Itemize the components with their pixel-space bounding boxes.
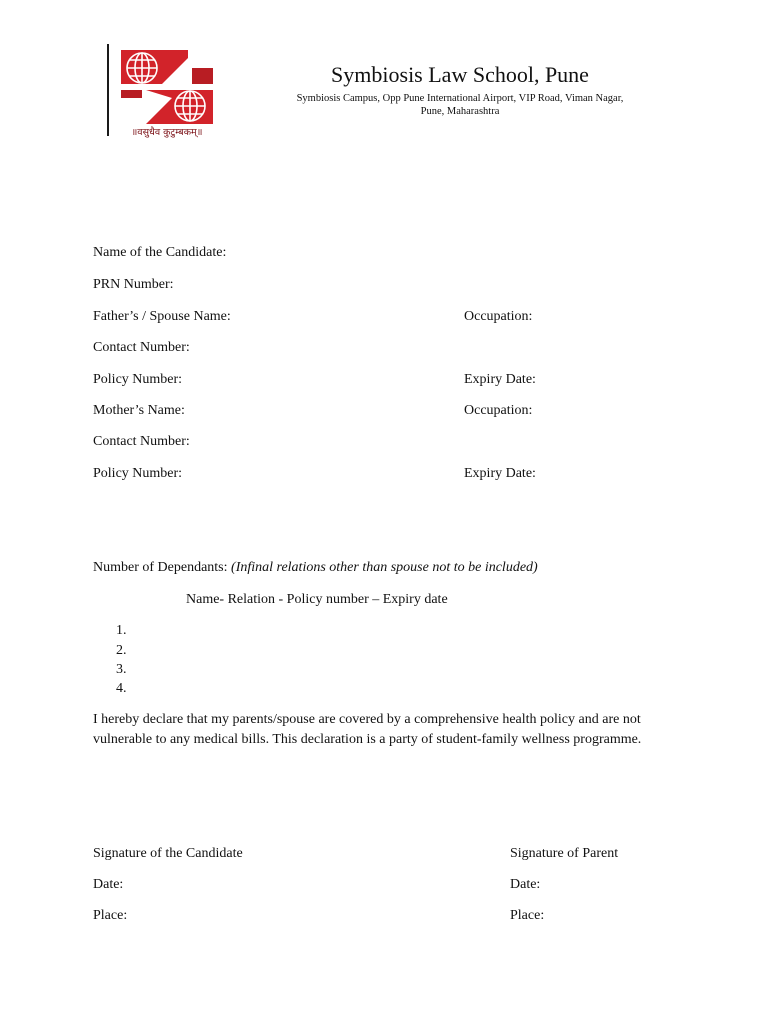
dependants-note: (Infinal relations other than spouse not to be included) (231, 560, 538, 575)
dependant-item-2: 2. (116, 643, 127, 658)
logo-motto: ॥वसुधैव कुटुम्बकम्॥ (131, 127, 203, 138)
father-occupation-label: Occupation: (464, 309, 533, 324)
candidate-signature-label: Signature of the Candidate (93, 846, 243, 861)
institution-name: Symbiosis Law School, Pune (331, 62, 589, 87)
candidate-place-label: Place: (93, 908, 128, 923)
declaration-paragraph: I hereby declare that my parents/spouse are covered by a comprehensive health policy and are not vulnerable to any medical bills. This declaration is a party of student-family wellness programme. (93, 712, 642, 747)
dependant-item-4: 4. (116, 681, 127, 696)
mother-contact-label: Contact Number: (93, 434, 190, 449)
dependant-item-1: 1. (116, 623, 127, 638)
mother-name-label: Mother’s Name: (93, 403, 185, 418)
father-expiry-label: Expiry Date: (464, 372, 536, 387)
dependants-label: Number of Dependants: (93, 560, 228, 575)
candidate-date-label: Date: (93, 877, 124, 892)
parent-signature-label: Signature of Parent (510, 846, 619, 861)
mother-policy-label: Policy Number: (93, 466, 183, 481)
candidate-name-label: Name of the Candidate: (93, 245, 227, 260)
institution-address-line1: Symbiosis Campus, Opp Pune International Airport, VIP Road, Viman Nagar, (296, 93, 624, 104)
parent-place-label: Place: (510, 908, 545, 923)
mother-occupation-label: Occupation: (464, 403, 533, 418)
father-contact-label: Contact Number: (93, 340, 190, 355)
mother-expiry-label: Expiry Date: (464, 466, 536, 481)
parent-date-label: Date: (510, 877, 541, 892)
father-policy-label: Policy Number: (93, 372, 183, 387)
institution-address-line2: Pune, Maharashtra (420, 106, 500, 117)
prn-label: PRN Number: (93, 277, 174, 292)
dependants-heading (93, 560, 538, 576)
dependants-columns: Name- Relation - Policy number – Expiry date (186, 592, 448, 607)
header-divider (107, 44, 109, 136)
father-spouse-name-label: Father’s / Spouse Name: (93, 309, 231, 324)
dependant-item-3: 3. (116, 662, 127, 677)
